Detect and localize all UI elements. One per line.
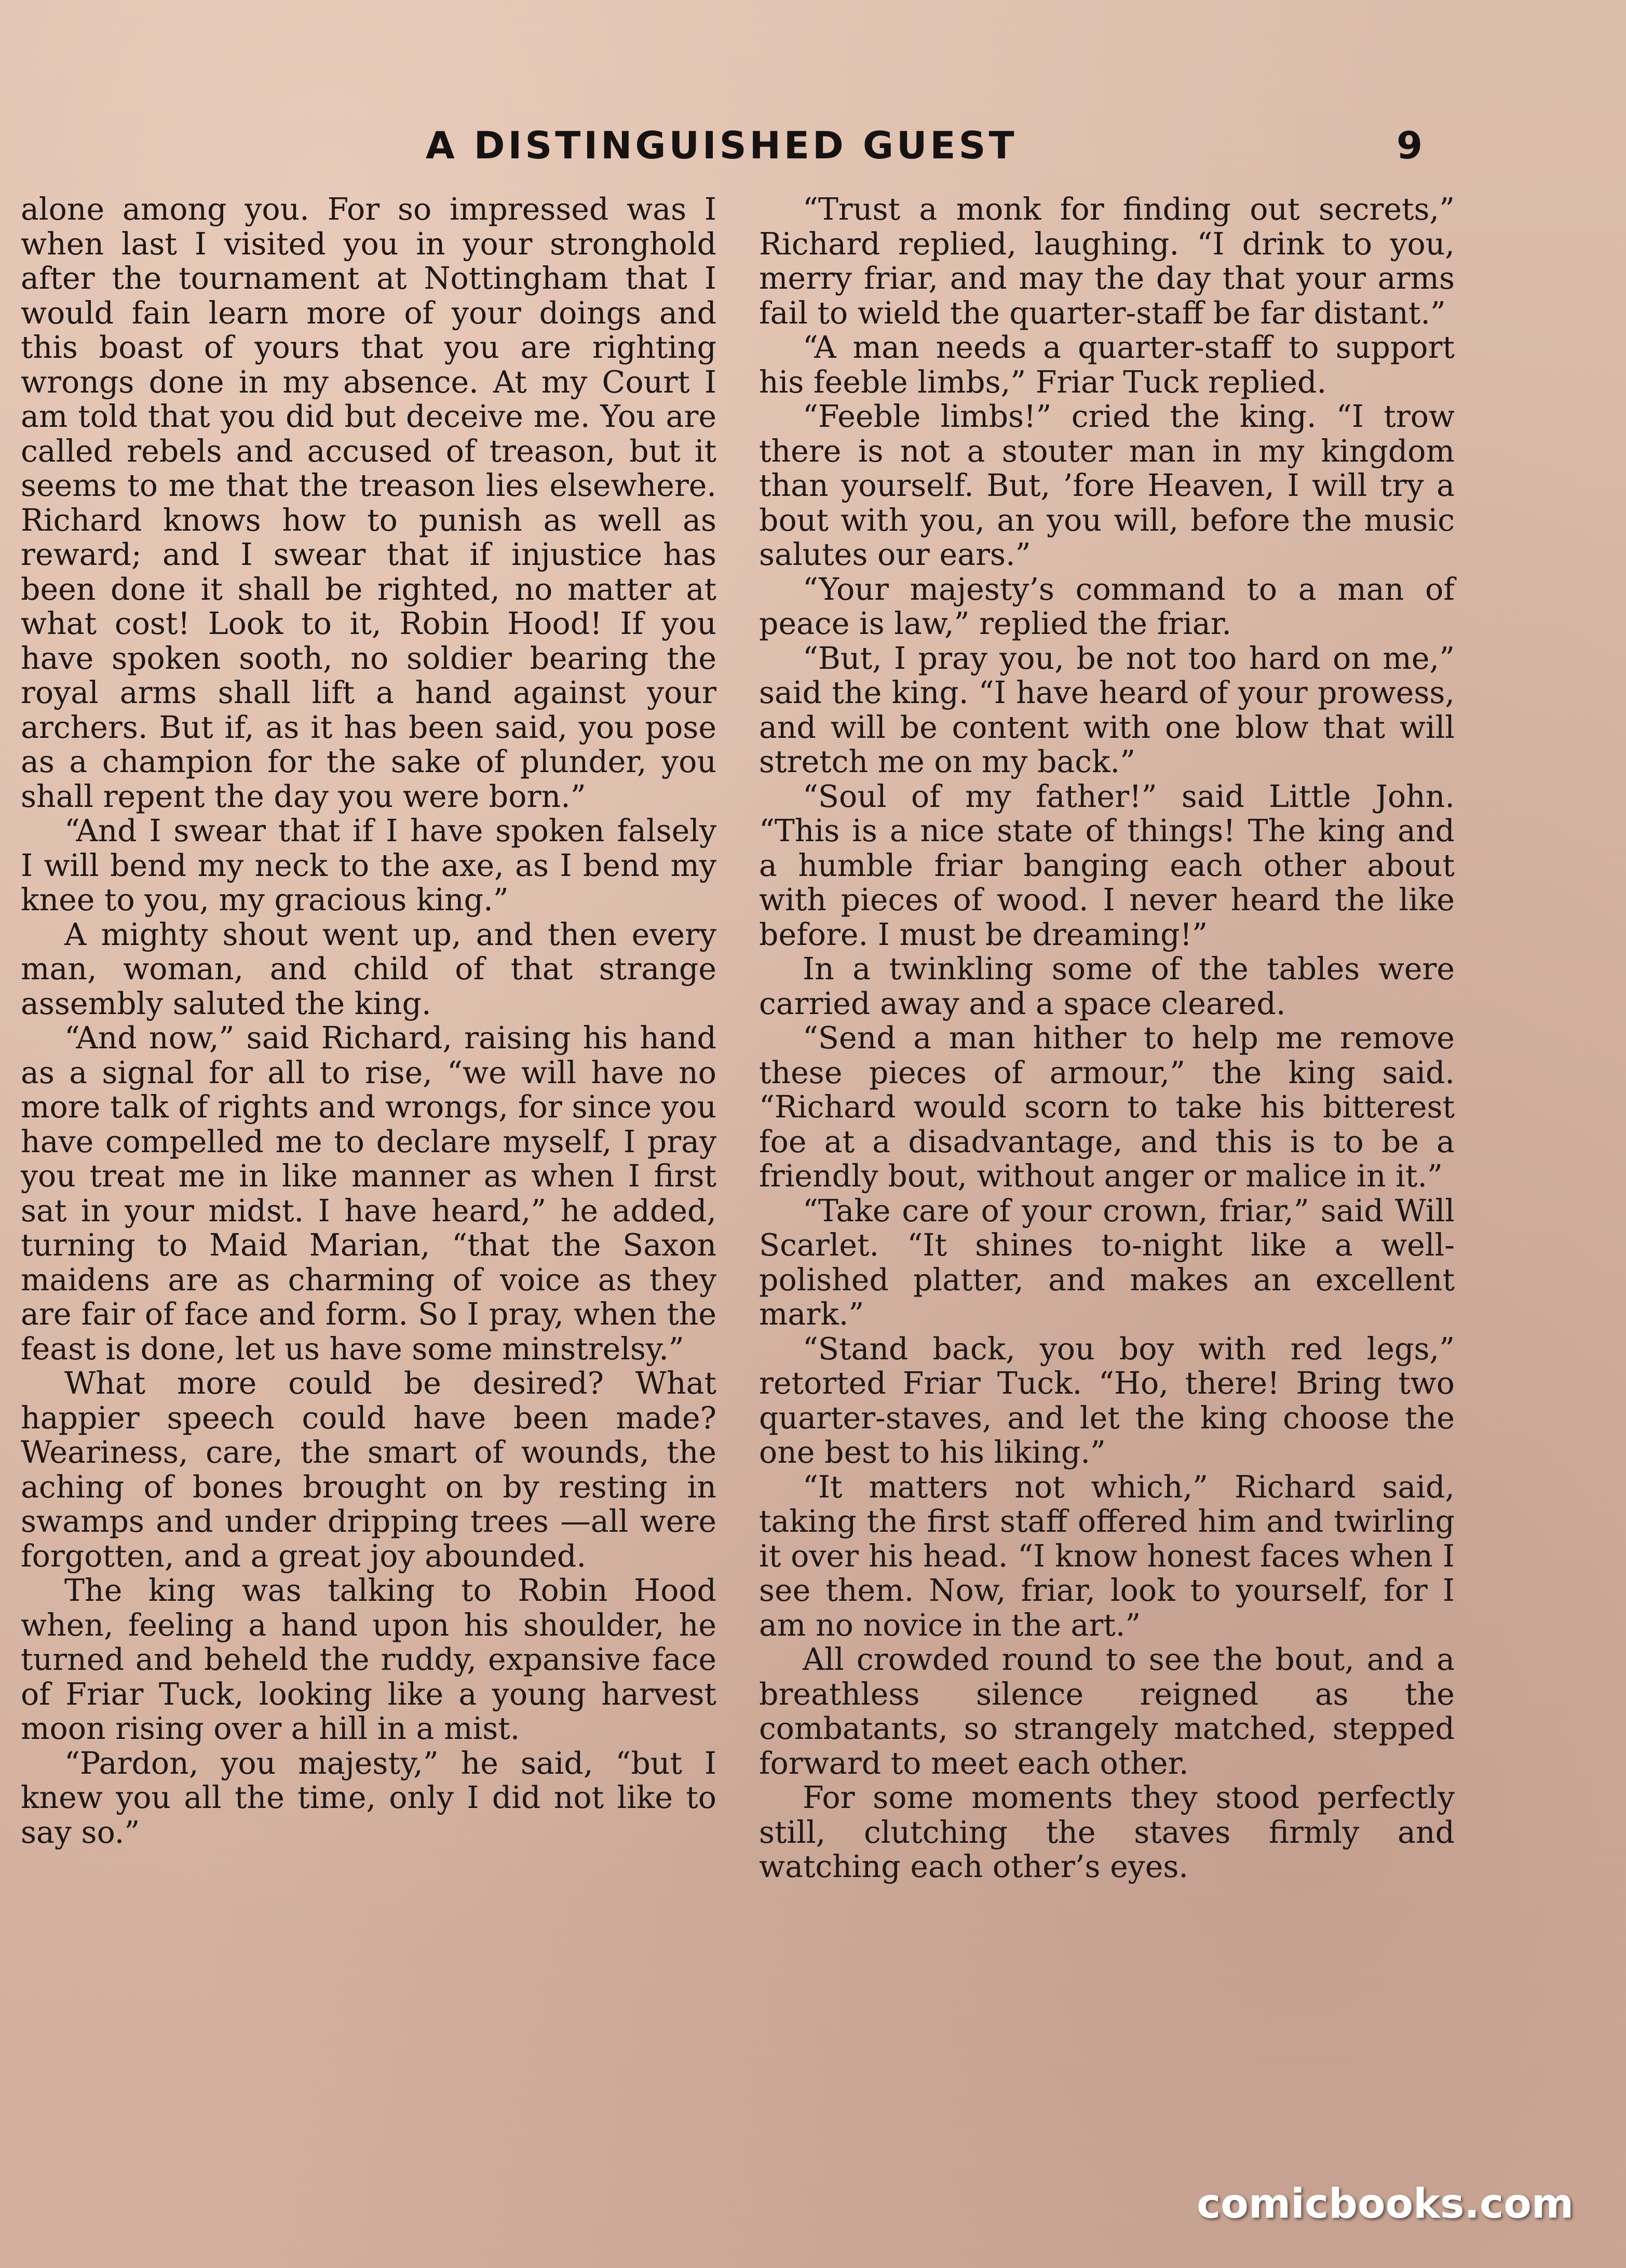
paragraph: “But, I pray you, be not too hard on me,” said the king. “I have heard of your prowess, and will be content with one blow that will stretch me on my back.” — [759, 640, 1455, 779]
paragraph: “Soul of my father!” said Little John. “This is a nice state of things! The king and a humble friar banging each other about with pieces of wood. I never heard the like before. I must be dreaming!” — [759, 778, 1455, 952]
paragraph: “And now,” said Richard, raising his hand as a signal for all to rise, “we will have no more talk of rights and wrongs, for since you have compelled me to declare myself, I pray you treat me in like manner as when I first sat in your midst. I have heard,” he added, turning to Maid Marian, “that the Saxon maidens are as charming of voice as they are fair of face and form. So I pray, when the feast is done, let us have some minstrelsy.” — [21, 1020, 716, 1367]
right-text-column — [759, 192, 1455, 1884]
paragraph: A mighty shout went up, and then every man, woman, and child of that strange assembly saluted the king. — [21, 916, 716, 1021]
paragraph: In a twinkling some of the tables were carried away and a space cleared. — [759, 951, 1455, 1021]
running-title: A DISTINGUISHED GUEST — [426, 124, 1018, 167]
paragraph: “Send a man hither to help me remove these pieces of armour,” the king said. “Richard would scorn to take his bitterest foe at a disadvantage, and this is to be a friendly bout, without anger or malice in it.” — [759, 1020, 1455, 1194]
paragraph: alone among you. For so impressed was I when last I visited you in your stronghold after the tournament at Nottingham that I would fain learn more of your doings and this boast of yours that you are righting wrongs done in my absence. At my Court I am told that you did but deceive me. You are called rebels and accused of treason, but it seems to me that the treason lies elsewhere. Richard knows how to punish as well as reward; and I swear that if injustice has been done it shall be righted, no matter at what cost! Look to it, Robin Hood! If you have spoken sooth, no soldier bearing the royal arms shall lift a hand against your archers. But if, as it has been said, you pose as a champion for the sake of plunder, you shall repent the day you were born.” — [21, 192, 716, 814]
paragraph: “Your majesty’s command to a man of peace is law,” replied the friar. — [759, 571, 1455, 641]
paragraph: “Stand back, you boy with red legs,” retorted Friar Tuck. “Ho, there! Bring two quarter-staves, and let the king choose the one best to his liking.” — [759, 1331, 1455, 1470]
paragraph: “And I swear that if I have spoken falsely I will bend my neck to the axe, as I bend my knee to you, my gracious king.” — [21, 813, 716, 917]
page-header — [0, 124, 1626, 170]
left-text-column — [21, 192, 716, 1850]
paragraph: The king was talking to Robin Hood when, feeling a hand upon his shoulder, he turned and beheld the ruddy, expansive face of Friar Tuck, looking like a young harvest moon rising over a hill in a mist. — [21, 1573, 716, 1746]
paragraph: “Pardon, you majesty,” he said, “but I knew you all the time, only I did not like to say so.” — [21, 1745, 716, 1850]
paragraph: “Take care of your crown, friar,” said Will Scarlet. “It shines to-night like a well-polished platter, and makes an excellent mark.” — [759, 1193, 1455, 1332]
paragraph: What more could be desired? What happier speech could have been made? Weariness, care, the smart of wounds, the aching of bones brought on by resting in swamps and under dripping trees —all were forgotten, and a great joy abounded. — [21, 1366, 716, 1574]
watermark: comicbooks.com — [1197, 2181, 1574, 2228]
page-number: 9 — [1397, 124, 1423, 167]
paragraph: “Trust a monk for finding out secrets,” Richard replied, laughing. “I drink to you, merry friar, and may the day that your arms fail to wield the quarter-staff be far distant.” — [759, 192, 1455, 331]
paragraph: “It matters not which,” Richard said, taking the first staff offered him and twirling it over his head. “I know honest faces when I see them. Now, friar, look to yourself, for I am no novice in the art.” — [759, 1469, 1455, 1643]
paragraph: “A man needs a quarter-staff to support his feeble limbs,” Friar Tuck replied. — [759, 330, 1455, 400]
paragraph: “Feeble limbs!” cried the king. “I trow there is not a stouter man in my kingdom than yourself. But, ’fore Heaven, I will try a bout with you, an you will, before the music salutes our ears.” — [759, 399, 1455, 572]
paragraph: All crowded round to see the bout, and a breathless silence reigned as the combatants, so strangely matched, stepped forward to meet each other. — [759, 1642, 1455, 1781]
paragraph: For some moments they stood perfectly still, clutching the staves firmly and watching each other’s eyes. — [759, 1780, 1455, 1884]
